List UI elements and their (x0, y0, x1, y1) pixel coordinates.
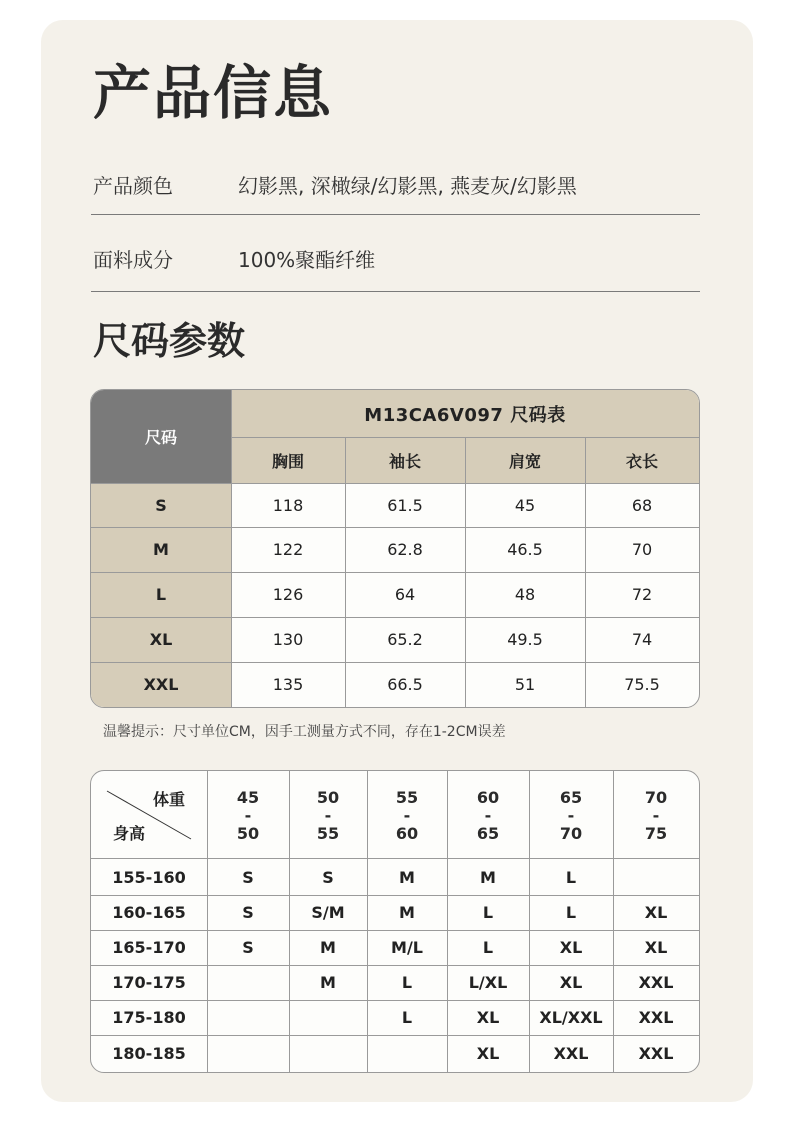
fit-cell: XL (644, 938, 668, 957)
corner-diagonal (91, 771, 207, 857)
fit-cell: XL (559, 973, 583, 992)
weight-to: 65 (476, 824, 500, 843)
grid-line (289, 771, 290, 1072)
info-key: 面料成分 (93, 248, 173, 272)
grid-line (367, 771, 368, 1072)
size-table (90, 389, 700, 708)
weight-to: 75 (644, 824, 668, 843)
fit-cell: XL/XXL (539, 1008, 603, 1027)
fit-cell: S (322, 867, 334, 887)
size-value: 68 (631, 495, 653, 515)
grid-line (529, 771, 530, 1072)
weight-header (529, 789, 613, 843)
weight-from: 60 (476, 788, 500, 807)
fit-cell: M/L (391, 938, 423, 957)
fit-cell (613, 859, 699, 895)
weight-dash: - (484, 806, 492, 825)
weight-from: 70 (644, 788, 668, 807)
height-range: 180-185 (112, 1044, 186, 1063)
weight-to: 60 (395, 824, 419, 843)
size-value: 62.8 (387, 540, 423, 559)
weight-to: 70 (559, 824, 583, 843)
size-value: 48 (514, 585, 536, 604)
grid-line (231, 437, 699, 438)
size-label: S (155, 495, 167, 515)
size-value: 130 (272, 630, 304, 649)
weight-dash: - (324, 806, 332, 825)
weight-from: 65 (559, 788, 583, 807)
size-header-cell: 尺码 (91, 390, 231, 483)
fit-cell: XL (644, 903, 668, 922)
fit-cell: XXL (638, 1008, 674, 1027)
size-value: 66.5 (387, 675, 423, 694)
column-header: 肩宽 (465, 437, 585, 483)
weight-dash: - (567, 806, 575, 825)
size-value: 45 (514, 495, 536, 515)
size-value: 65.2 (387, 630, 423, 649)
fit-cell (207, 1035, 289, 1072)
corner-height-label: 身高 (112, 823, 145, 843)
fit-cell: S/M (311, 903, 345, 922)
fit-cell (289, 1035, 367, 1072)
grid-line (91, 662, 699, 663)
height-range: 170-175 (112, 973, 186, 992)
fit-cell: M (320, 938, 336, 957)
size-value: 74 (631, 630, 653, 649)
column-header: 袖长 (345, 437, 465, 483)
fit-cell: L (565, 903, 577, 922)
fit-table (90, 770, 700, 1073)
weight-from: 50 (316, 788, 340, 807)
fit-cell: XL (476, 1008, 500, 1027)
grid-line (207, 771, 208, 1072)
weight-from: 45 (236, 788, 260, 807)
fit-cell: L (401, 1008, 413, 1027)
fit-cell: M (399, 903, 415, 922)
size-value: 122 (272, 540, 304, 559)
info-value: 幻影黑, 深橄绿/幻影黑, 燕麦灰/幻影黑 (238, 174, 577, 198)
weight-header (289, 789, 367, 843)
fit-cell: XXL (638, 1044, 674, 1063)
weight-from: 55 (395, 788, 419, 807)
weight-header (613, 789, 699, 843)
divider (91, 214, 700, 215)
divider (91, 291, 700, 292)
weight-header (447, 789, 529, 843)
grid-line (91, 617, 699, 618)
fit-cell: L (565, 867, 577, 887)
grid-line (91, 1035, 699, 1036)
weight-dash: - (652, 806, 660, 825)
fit-cell: XXL (638, 973, 674, 992)
weight-to: 55 (316, 824, 340, 843)
size-table-title: M13CA6V097 尺码表 (231, 390, 699, 437)
fit-cell (289, 1000, 367, 1035)
corner-weight-label: 体重 (152, 789, 185, 809)
weight-dash: - (244, 806, 252, 825)
weight-header (207, 789, 289, 843)
fit-cell (367, 1035, 447, 1072)
weight-to: 50 (236, 824, 260, 843)
fit-cell (207, 1000, 289, 1035)
size-value: 46.5 (507, 540, 543, 559)
size-label: L (155, 585, 167, 604)
grid-line (91, 483, 699, 484)
fit-cell: S (242, 938, 254, 957)
size-value: 64 (394, 585, 416, 604)
height-range: 160-165 (112, 903, 186, 922)
grid-line (91, 930, 699, 931)
fit-cell: L (482, 938, 494, 957)
size-value: 75.5 (624, 675, 660, 694)
height-range: 155-160 (112, 867, 186, 887)
column-header: 胸围 (231, 437, 345, 483)
grid-line (91, 895, 699, 896)
grid-line (91, 858, 699, 859)
size-value: 72 (631, 585, 653, 604)
grid-line (91, 572, 699, 573)
grid-line (91, 527, 699, 528)
size-value: 126 (272, 585, 304, 604)
fit-cell: XXL (553, 1044, 589, 1063)
size-label: XXL (143, 675, 179, 694)
grid-line (91, 965, 699, 966)
size-note: 温馨提示：尺寸单位CM，因手工测量方式不同，存在1-2CM误差 (103, 724, 506, 740)
column-header: 衣长 (585, 437, 699, 483)
size-value: 51 (514, 675, 536, 694)
grid-line (91, 1000, 699, 1001)
product-info-title: 产品信息 (93, 59, 334, 127)
weight-dash: - (403, 806, 411, 825)
fit-cell: XL (476, 1044, 500, 1063)
fit-cell: L (401, 973, 413, 992)
fit-cell: S (242, 867, 254, 887)
info-value: 100%聚酯纤维 (238, 248, 376, 272)
size-value: 49.5 (507, 630, 543, 649)
weight-header (367, 789, 447, 843)
fit-cell: L (482, 903, 494, 922)
fit-cell: M (480, 867, 496, 887)
size-value: 135 (272, 675, 304, 694)
fit-cell: L/XL (468, 973, 508, 992)
size-label: XL (149, 630, 173, 649)
height-range: 175-180 (112, 1008, 186, 1027)
height-range: 165-170 (112, 938, 186, 957)
size-value: 118 (272, 495, 304, 515)
size-section-title: 尺码参数 (93, 319, 246, 363)
info-key: 产品颜色 (93, 174, 173, 198)
fit-cell: S (242, 903, 254, 922)
fit-cell: M (320, 973, 336, 992)
grid-line (613, 771, 614, 1072)
size-value: 61.5 (387, 495, 423, 515)
fit-cell (207, 965, 289, 1000)
size-value: 70 (631, 540, 653, 559)
fit-cell: M (399, 867, 415, 887)
fit-cell: XL (559, 938, 583, 957)
size-label: M (153, 540, 169, 559)
grid-line (447, 771, 448, 1072)
